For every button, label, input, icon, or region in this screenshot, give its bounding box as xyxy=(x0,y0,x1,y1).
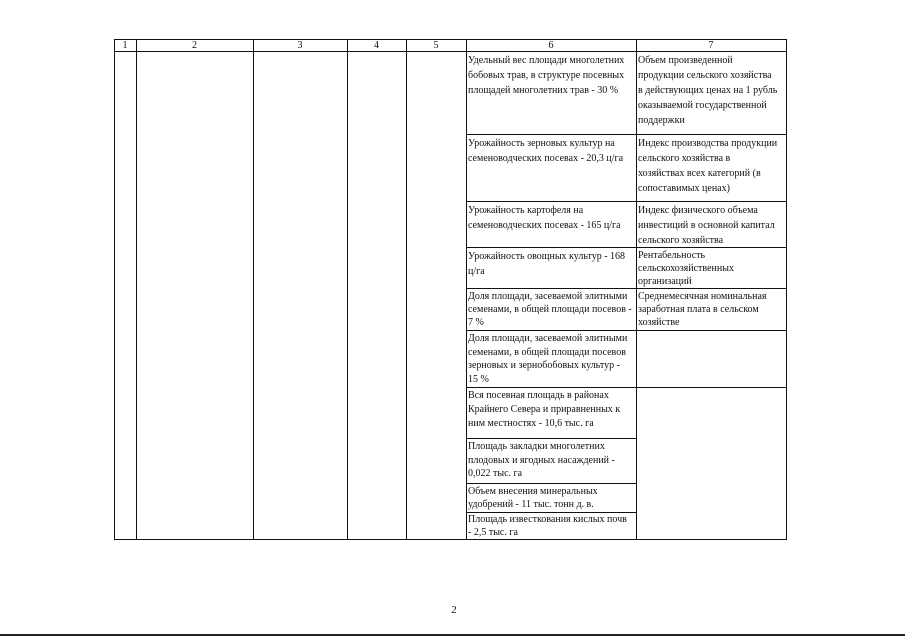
column-divider xyxy=(347,39,348,540)
row-divider xyxy=(466,330,636,331)
row-divider xyxy=(466,201,636,202)
row-divider xyxy=(636,134,786,135)
row-divider xyxy=(636,288,786,289)
cell-text-line: заработная плата в сельском xyxy=(638,304,759,315)
row-divider xyxy=(466,512,636,513)
header-col-1: 1 xyxy=(122,40,128,51)
row-divider xyxy=(636,201,786,202)
cell-text-line: Доля площади, засеваемой элитными xyxy=(468,333,628,344)
indicator-cell xyxy=(468,53,624,98)
row-divider xyxy=(636,330,786,331)
cell-text-line: продукции сельского хозяйства xyxy=(638,70,772,81)
scan-edge-line xyxy=(0,634,905,636)
cell-text-line: Среднемесячная номинальная xyxy=(638,291,767,302)
cell-text-line: сельского хозяйства в xyxy=(638,153,731,164)
cell-text-line: 15 % xyxy=(468,373,489,385)
cell-text-line: плодовых и ягодных насаждений - xyxy=(468,454,615,466)
indicator-cell xyxy=(638,249,734,288)
cell-text-line: Рентабельность xyxy=(638,250,706,261)
indicator-cell xyxy=(468,332,627,386)
header-col-5: 5 xyxy=(433,40,439,51)
cell-text-line: организаций xyxy=(638,276,692,287)
header-bottom-border xyxy=(114,51,786,52)
cell-text-line: хозяйстве xyxy=(638,317,680,328)
cell-text-line: в действующих ценах на 1 рубль xyxy=(638,85,778,96)
cell-text-line: Урожайность зерновых культур на xyxy=(468,138,615,149)
column-divider xyxy=(406,39,407,540)
header-col-3: 3 xyxy=(297,40,303,51)
cell-text-line: Доля площади, засеваемой элитными xyxy=(468,291,628,302)
column-divider xyxy=(253,39,254,540)
cell-text-line: семеноводческих посевах - 20,3 ц/га xyxy=(468,153,624,164)
cell-text-line: Урожайность картофеля на xyxy=(468,205,584,216)
row-divider xyxy=(466,247,636,248)
indicator-cell xyxy=(468,389,620,431)
cell-text-line: бобовых трав, в структуре посевных xyxy=(468,70,625,81)
cell-text-line: 7 % xyxy=(468,317,484,328)
row-divider xyxy=(466,288,636,289)
indicator-cell xyxy=(468,249,625,279)
indicator-cell xyxy=(638,203,775,248)
column-divider xyxy=(466,39,467,540)
cell-text-line: сельского хозяйства xyxy=(638,235,724,246)
table-right-border xyxy=(786,39,787,540)
cell-text-line: удобрений - 11 тыс. тонн д. в. xyxy=(468,499,594,510)
cell-text-line: сопоставимых ценах) xyxy=(638,183,730,194)
cell-text-line: поддержки xyxy=(638,115,685,126)
cell-text-line: Индекс физического объема xyxy=(638,205,758,216)
cell-text-line: площадей многолетних трав - 30 % xyxy=(468,85,619,96)
row-divider xyxy=(466,438,636,439)
cell-text-line: 0,022 тыс. га xyxy=(468,468,523,479)
indicator-cell xyxy=(468,136,623,166)
cell-text-line: сельскохозяйственных xyxy=(638,263,734,274)
cell-text-line: хозяйствах всех категорий (в xyxy=(638,168,761,179)
cell-text-line: ним местностях - 10,6 тыс. га xyxy=(468,418,594,429)
row-divider xyxy=(466,134,636,135)
cell-text-line: семеноводческих посевах - 165 ц/га xyxy=(468,220,621,231)
cell-text-line: Урожайность овощных культур - 168 xyxy=(468,251,626,262)
cell-text-line: семенами, в общей площади посевов xyxy=(468,346,626,358)
cell-text-line: - 2,5 тыс. га xyxy=(468,526,518,538)
indicator-cell xyxy=(638,53,777,128)
row-divider xyxy=(466,387,636,388)
cell-text-line: зерновых и зернобобовых культур - xyxy=(468,360,620,371)
cell-text-line: инвестиций в основной капитал xyxy=(638,220,775,231)
cell-text-line: Площадь известкования кислых почв xyxy=(468,514,627,525)
header-col-6: 6 xyxy=(548,40,554,51)
table-left-border xyxy=(114,39,115,540)
indicator-cell xyxy=(468,514,627,539)
cell-text-line: Удельный вес площади многолетних xyxy=(468,55,625,66)
indicator-cell xyxy=(638,290,767,329)
table-top-border xyxy=(114,39,786,40)
cell-text-line: оказываемой государственной xyxy=(638,100,767,111)
row-divider xyxy=(636,387,786,388)
column-divider xyxy=(136,39,137,540)
table-bottom-border xyxy=(114,539,786,540)
cell-text-line: Вся посевная площадь в районах xyxy=(468,390,609,401)
cell-text-line: семенами, в общей площади посевов - xyxy=(468,304,632,315)
page-number: 2 xyxy=(451,604,457,616)
indicator-cell xyxy=(468,485,598,511)
cell-text-line: Площадь закладки многолетних xyxy=(468,441,605,452)
column-divider xyxy=(636,39,637,540)
indicator-cell xyxy=(468,203,621,233)
cell-text-line: Индекс производства продукции xyxy=(638,138,778,149)
cell-text-line: Объем внесения минеральных xyxy=(468,486,598,497)
indicator-cell xyxy=(638,136,777,196)
cell-text-line: ц/га xyxy=(468,266,485,277)
indicator-cell xyxy=(468,440,615,481)
cell-text-line: Объем произведенной xyxy=(638,55,733,66)
header-col-4: 4 xyxy=(374,40,379,51)
indicator-cell xyxy=(468,290,632,329)
header-col-2: 2 xyxy=(192,40,197,51)
cell-text-line: Крайнего Севера и приравненных к xyxy=(468,404,621,415)
header-col-7: 7 xyxy=(708,40,714,51)
row-divider xyxy=(466,483,636,484)
